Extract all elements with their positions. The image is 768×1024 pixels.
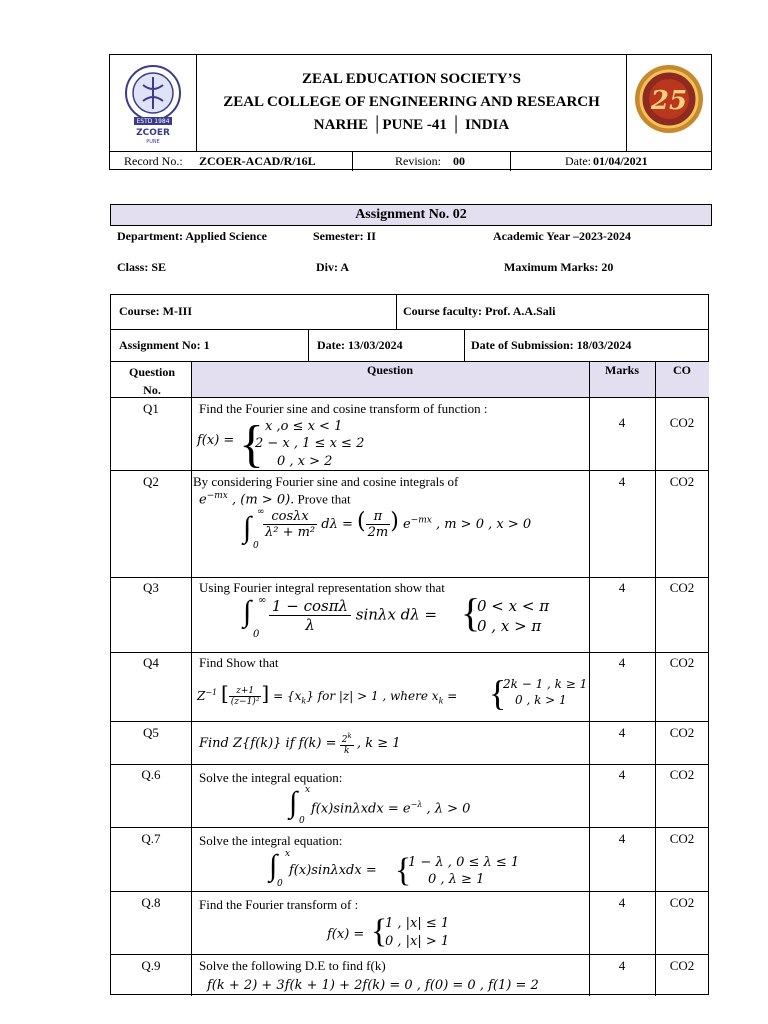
question-number: Q1 xyxy=(143,401,159,416)
revision-label: Revision: xyxy=(395,154,442,168)
society-name: ZEAL EDUCATION SOCIETY’S xyxy=(302,71,521,87)
svg-text:ESTD 1984: ESTD 1984 xyxy=(136,118,170,125)
question-marks: 4 xyxy=(618,415,626,430)
header-marks: Marks xyxy=(605,363,639,377)
college-name: ZEAL COLLEGE OF ENGINEERING AND RESEARCH xyxy=(223,94,600,110)
assignment-title: Assignment No. 02 xyxy=(110,204,712,226)
revision-value: 00 xyxy=(453,154,465,168)
anniversary-badge xyxy=(626,55,711,151)
date-value: 01/04/2021 xyxy=(593,154,648,168)
division: Div: A xyxy=(316,260,349,274)
submission-date: Date of Submission: 18/03/2024 xyxy=(471,338,632,352)
college-logo xyxy=(110,55,197,151)
maximum-marks: Maximum Marks: 20 xyxy=(504,260,614,274)
assignment-date: Date: 13/03/2024 xyxy=(317,338,403,352)
header-co: CO xyxy=(673,363,691,377)
semester: Semester: II xyxy=(313,229,376,243)
department: Department: Applied Science xyxy=(117,229,267,243)
course: Course: M-III xyxy=(119,304,192,318)
academic-year: Academic Year –2023-2024 xyxy=(493,229,631,243)
date-label: Date: xyxy=(565,154,591,168)
assignment-table: Course: M-III Course faculty: Prof. A.A.Sali Assignment No: 1 Date: 13/03/2024 Date of Submission: 18/03/2024 Question No. Question Marks CO Q1 Find the Fourier sine and cosine transform of function : f(x) = { x ,o ≤ x < 1 2 − x , 1 ≤ x ≤ 2 0 , x > 2 4 CO2 Q2 By considering Fourier sine and cosine integrals of $e^{-mx}$ , (m > 0). Prove that ∫ ∞ 0 $\frac{\cos\lambda x}{\text{λ² + m²}}$ dλ = ( $\frac{\pi}{2m}$ ) $e^{-mx}$ , m > 0 , x > 0 4 CO2 Q3 Using Fourier integral representation show that ∫ ∞ 0 $\frac{1 - \cos\pi\lambda}{\lambda}$ sinλx dλ = { 0 < x < π 0 , x > π 4 CO2 Q4 Find Show that $Z^{-1}$ [ $\frac{z+1}{\text{(z−1)²}}$ ] = $\{x_k\}$ for |z| > 1 , where $x_k$ = { 2k − 1 , k ≥ 1 0 , k > 1 4 CO2 Q5 Find Z{f(k)} if f(k) = $\frac{2^k}{k}$ , k ≥ 1 4 CO2 Q.6 Solve the integral equation: ∫ x 0 $f(x)\sin\lambda xdx = e^{-\lambda}$ , λ > 0 4 CO2 Q.7 Solve the integral equation: ∫ x 0 f(x)sinλxdx = { 1 − λ , 0 ≤ λ ≤ 1 0 , λ ≥ 1 4 CO2 Q.8 Find the Fourier transform of : f(x) = { 1 , |x| ≤ 1 0 , |x| > 1 4 CO2 Q.9 Solve the following D.E to find f(k) f(k + 2) + 3f(k + 1) + 2f(k) = 0 , f(0) = 0 , f(1) = 2 4 CO2 xyxy=(110,294,709,995)
record-number: ZCOER-ACAD/R/16L xyxy=(199,154,316,168)
record-label: Record No.: xyxy=(124,154,183,168)
assignment-number: Assignment No: 1 xyxy=(119,338,210,352)
class: Class: SE xyxy=(117,260,167,274)
letterhead xyxy=(109,54,712,170)
svg-text:25: 25 xyxy=(650,86,688,116)
college-address: NARHE │PUNE -41 │ INDIA xyxy=(313,117,510,133)
header-question: Question xyxy=(366,363,413,377)
header-question-no: Question No. xyxy=(128,365,175,397)
question-co: CO2 xyxy=(669,415,695,430)
svg-text:PUNE: PUNE xyxy=(146,139,160,145)
college-heading xyxy=(196,55,627,151)
course-faculty: Course faculty: Prof. A.A.Sali xyxy=(403,304,556,318)
svg-text:ZCOER: ZCOER xyxy=(136,128,170,138)
record-row xyxy=(110,151,711,172)
question-text: Find the Fourier sine and cosine transform of function : xyxy=(199,401,488,416)
